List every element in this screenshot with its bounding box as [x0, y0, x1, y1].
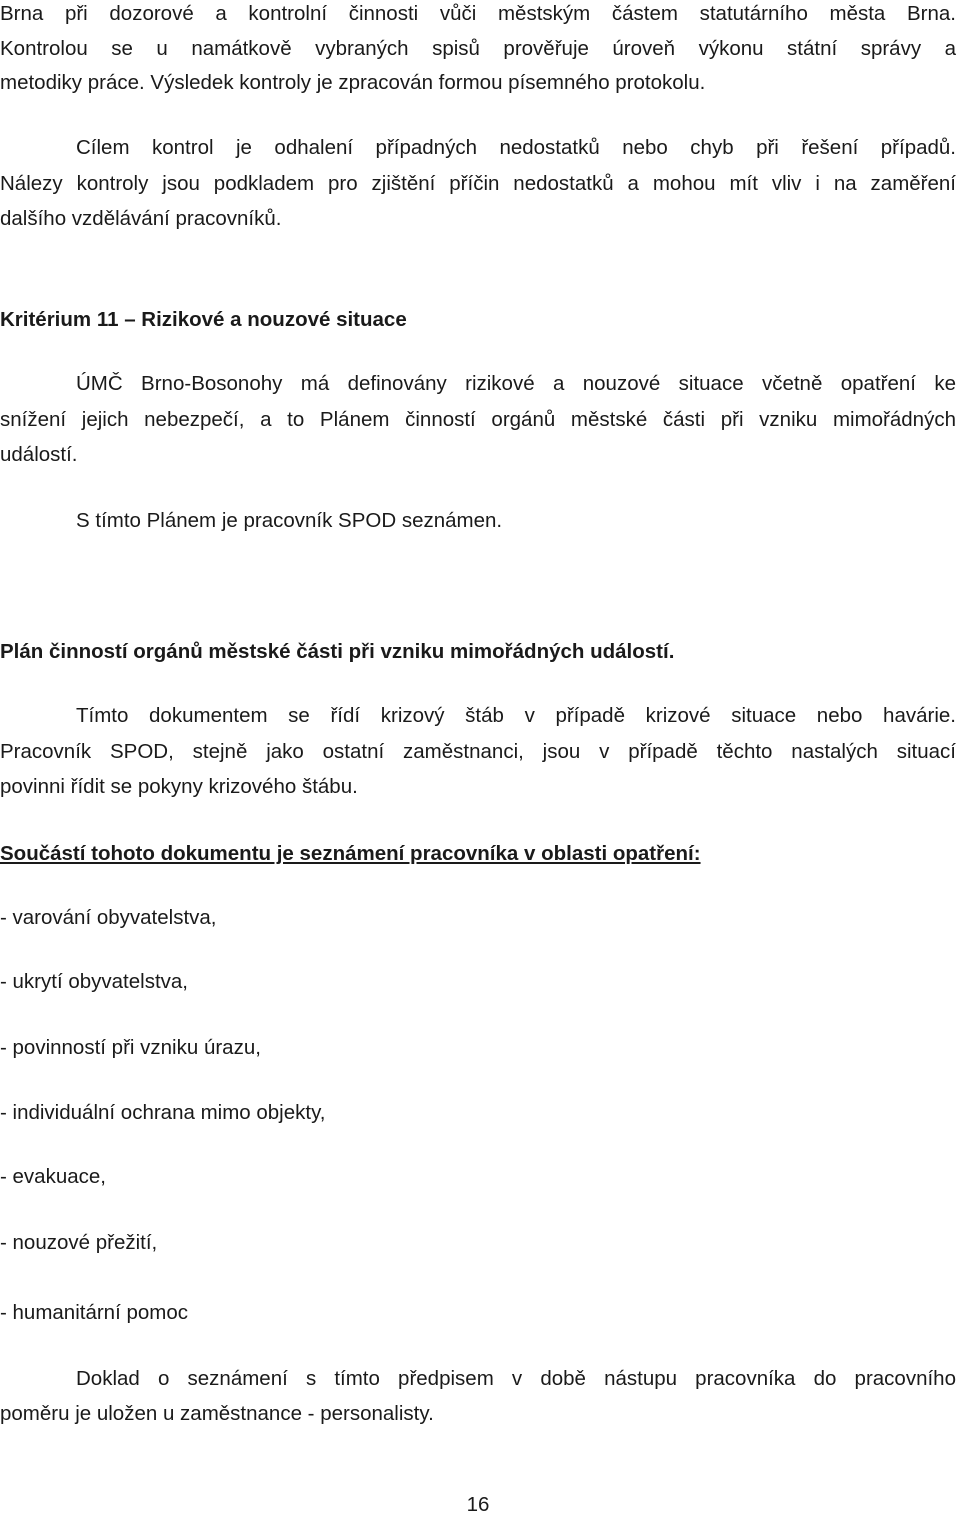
- paragraph-line: Cílem kontrol je odhalení případných nedostatků nebo chyb při řešení případů.: [76, 136, 956, 159]
- paragraph-line: ÚMČ Brno-Bosonohy má definovány rizikové a nouzové situace včetně opatření ke: [76, 372, 956, 395]
- list-item: - varování obyvatelstva,: [0, 906, 217, 929]
- paragraph-line: snížení jejich nebezpečí, a to Plánem činností orgánů městské části při vzniku mimořádných: [0, 408, 956, 431]
- paragraph-line: poměru je uložen u zaměstnance - personalisty.: [0, 1402, 434, 1425]
- list-item: - humanitární pomoc: [0, 1301, 189, 1324]
- list-item: - povinností při vzniku úrazu,: [0, 1036, 261, 1059]
- plan-heading: Plán činností orgánů městské části při vzniku mimořádných událostí.: [0, 640, 675, 663]
- paragraph-line: Kontrolou se u namátkově vybraných spisů prověřuje úroveň výkonu státní správy a: [0, 37, 956, 60]
- list-item: - ukrytí obyvatelstva,: [0, 970, 188, 993]
- criterion-heading: Kritérium 11 – Rizikové a nouzové situace: [0, 308, 407, 331]
- paragraph-line: Tímto dokumentem se řídí krizový štáb v případě krizové situace nebo havárie.: [76, 704, 956, 727]
- list-item: - individuální ochrana mimo objekty,: [0, 1101, 326, 1124]
- list-item: - nouzové přežití,: [0, 1231, 158, 1254]
- paragraph-line: Doklad o seznámení s tímto předpisem v době nástupu pracovníka do pracovního: [76, 1367, 956, 1390]
- paragraph-line: metodiky práce. Výsledek kontroly je zpracován formou písemného protokolu.: [0, 71, 706, 94]
- paragraph-line: Nálezy kontroly jsou podkladem pro zjištění příčin nedostatků a mohou mít vliv i na zaměření: [0, 172, 956, 195]
- paragraph-line: S tímto Plánem je pracovník SPOD seznámen.: [76, 509, 503, 532]
- paragraph-line: Pracovník SPOD, stejně jako ostatní zaměstnanci, jsou v případě těchto nastalých situací: [0, 740, 956, 763]
- paragraph-line: dalšího vzdělávání pracovníků.: [0, 207, 282, 230]
- paragraph-line: povinni řídit se pokyny krizového štábu.: [0, 775, 358, 798]
- list-item: - evakuace,: [0, 1165, 106, 1188]
- page-number: 16: [466, 1493, 490, 1516]
- section-heading: Součástí tohoto dokumentu je seznámení pracovníka v oblasti opatření:: [0, 842, 701, 865]
- paragraph-line: Brna při dozorové a kontrolní činnosti vůči městským částem statutárního města Brna.: [0, 2, 956, 25]
- paragraph-line: událostí.: [0, 443, 78, 466]
